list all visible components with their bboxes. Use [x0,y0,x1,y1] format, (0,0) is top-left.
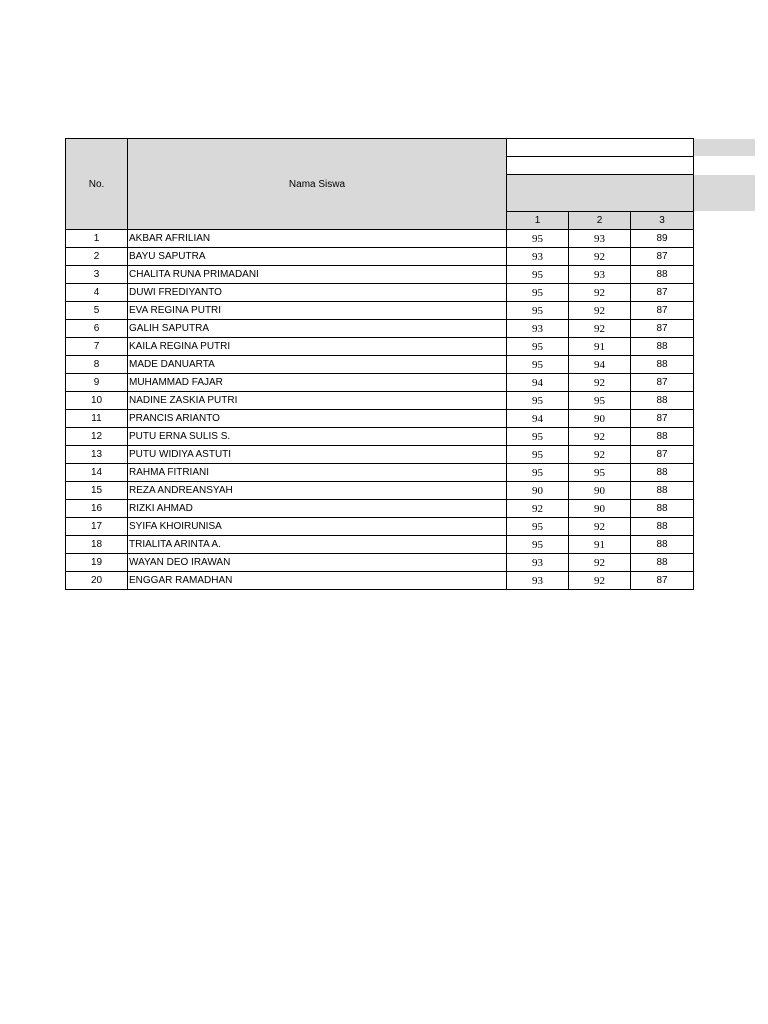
score-3-cell: 87 [631,410,694,428]
student-name-cell: ENGGAR RAMADHAN [128,572,507,590]
score-1-cell: 95 [507,266,569,284]
table-header [66,139,694,230]
table-row [66,428,694,446]
score-2-cell: 92 [569,554,631,572]
table-row [66,230,694,248]
row-number: 8 [66,356,128,374]
score-2-cell: 92 [569,428,631,446]
score-3-cell: 87 [631,446,694,464]
student-name-cell: PUTU ERNA SULIS S. [128,428,507,446]
row-number: 19 [66,554,128,572]
row-number: 9 [66,374,128,392]
table-row [66,518,694,536]
student-name-cell: REZA ANDREANSYAH [128,482,507,500]
row-number: 4 [66,284,128,302]
header-fill-overflow-top [693,139,755,156]
table-body [66,230,694,590]
table-row [66,572,694,590]
student-name-cell: KAILA REGINA PUTRI [128,338,507,356]
header-group-row-2 [507,157,694,175]
score-1-cell: 95 [507,518,569,536]
score-1-cell: 95 [507,284,569,302]
score-1-cell: 95 [507,428,569,446]
score-1-cell: 95 [507,230,569,248]
header-score-1: 1 [507,212,569,230]
score-1-cell: 95 [507,446,569,464]
student-name-cell: TRIALITA ARINTA A. [128,536,507,554]
score-1-cell: 94 [507,374,569,392]
table-row [66,500,694,518]
table-row [66,464,694,482]
student-name-cell: DUWI FREDIYANTO [128,284,507,302]
table-row [66,266,694,284]
score-3-cell: 87 [631,572,694,590]
row-number: 20 [66,572,128,590]
score-3-cell: 87 [631,248,694,266]
score-2-cell: 90 [569,410,631,428]
row-number: 11 [66,410,128,428]
score-1-cell: 95 [507,356,569,374]
score-3-cell: 88 [631,392,694,410]
student-name-cell: MADE DANUARTA [128,356,507,374]
row-number: 14 [66,464,128,482]
score-2-cell: 90 [569,500,631,518]
score-2-cell: 92 [569,248,631,266]
score-3-cell: 88 [631,266,694,284]
score-3-cell: 88 [631,428,694,446]
score-1-cell: 93 [507,572,569,590]
row-number: 16 [66,500,128,518]
score-1-cell: 93 [507,248,569,266]
score-2-cell: 92 [569,518,631,536]
header-score-3: 3 [631,212,694,230]
score-2-cell: 94 [569,356,631,374]
row-number: 3 [66,266,128,284]
score-2-cell: 92 [569,284,631,302]
student-grades-table [65,138,694,590]
header-group-row-3 [507,175,694,212]
score-3-cell: 88 [631,338,694,356]
score-2-cell: 95 [569,392,631,410]
score-3-cell: 87 [631,374,694,392]
table-row [66,392,694,410]
student-name-cell: WAYAN DEO IRAWAN [128,554,507,572]
score-2-cell: 91 [569,338,631,356]
table-row [66,338,694,356]
score-1-cell: 95 [507,302,569,320]
student-name-cell: GALIH SAPUTRA [128,320,507,338]
table-row [66,536,694,554]
student-name-cell: AKBAR AFRILIAN [128,230,507,248]
row-number: 1 [66,230,128,248]
row-number: 5 [66,302,128,320]
score-3-cell: 88 [631,518,694,536]
score-3-cell: 88 [631,482,694,500]
table-row [66,302,694,320]
score-3-cell: 88 [631,500,694,518]
student-name-cell: RAHMA FITRIANI [128,464,507,482]
score-3-cell: 89 [631,230,694,248]
row-number: 7 [66,338,128,356]
table-row [66,554,694,572]
student-name-cell: NADINE ZASKIA PUTRI [128,392,507,410]
score-3-cell: 87 [631,320,694,338]
student-name-cell: EVA REGINA PUTRI [128,302,507,320]
table-row [66,446,694,464]
score-1-cell: 95 [507,338,569,356]
row-number: 18 [66,536,128,554]
score-1-cell: 90 [507,482,569,500]
row-number: 6 [66,320,128,338]
score-2-cell: 92 [569,446,631,464]
score-2-cell: 92 [569,374,631,392]
score-3-cell: 88 [631,536,694,554]
table-row [66,410,694,428]
score-1-cell: 93 [507,554,569,572]
score-1-cell: 94 [507,410,569,428]
student-name-cell: CHALITA RUNA PRIMADANI [128,266,507,284]
header-score-2: 2 [569,212,631,230]
score-3-cell: 88 [631,554,694,572]
header-no: No. [66,139,128,230]
header-student-name: Nama Siswa [128,139,507,230]
student-name-cell: BAYU SAPUTRA [128,248,507,266]
row-number: 10 [66,392,128,410]
student-name-cell: RIZKI AHMAD [128,500,507,518]
row-number: 15 [66,482,128,500]
score-2-cell: 92 [569,320,631,338]
student-name-cell: MUHAMMAD FAJAR [128,374,507,392]
table-row [66,356,694,374]
row-number: 2 [66,248,128,266]
score-3-cell: 87 [631,302,694,320]
score-3-cell: 87 [631,284,694,302]
score-1-cell: 95 [507,464,569,482]
score-3-cell: 88 [631,356,694,374]
row-number: 12 [66,428,128,446]
score-1-cell: 93 [507,320,569,338]
score-2-cell: 95 [569,464,631,482]
header-fill-overflow-mid [693,175,755,211]
table-row [66,482,694,500]
student-name-cell: PRANCIS ARIANTO [128,410,507,428]
score-2-cell: 91 [569,536,631,554]
score-2-cell: 90 [569,482,631,500]
score-1-cell: 92 [507,500,569,518]
score-2-cell: 92 [569,302,631,320]
table-row [66,248,694,266]
student-name-cell: PUTU WIDIYA ASTUTI [128,446,507,464]
table-row [66,284,694,302]
table-row [66,374,694,392]
row-number: 17 [66,518,128,536]
score-2-cell: 93 [569,266,631,284]
table-row [66,320,694,338]
score-2-cell: 92 [569,572,631,590]
score-3-cell: 88 [631,464,694,482]
score-1-cell: 95 [507,536,569,554]
score-1-cell: 95 [507,392,569,410]
student-name-cell: SYIFA KHOIRUNISA [128,518,507,536]
header-group-row-1 [507,139,694,157]
row-number: 13 [66,446,128,464]
score-2-cell: 93 [569,230,631,248]
